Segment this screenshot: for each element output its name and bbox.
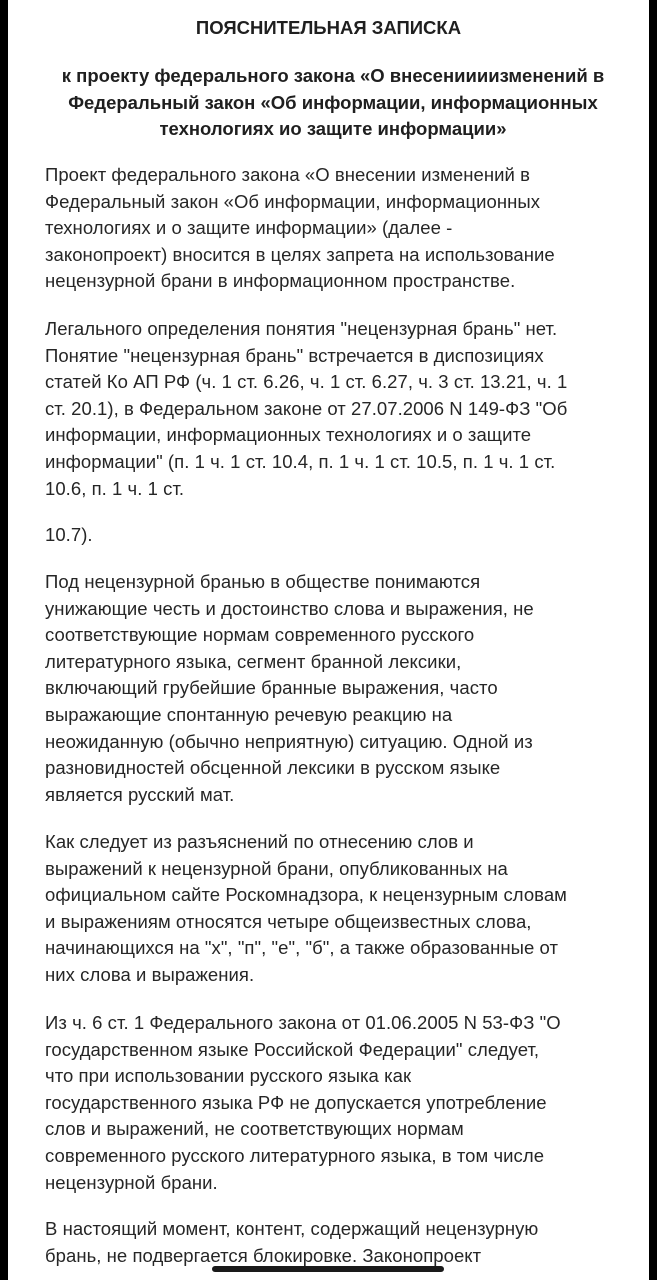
paragraph-roskomnadzor bbox=[45, 829, 649, 989]
paragraph-line: Легального определения понятия "нецензурная брань" нет. bbox=[45, 318, 558, 339]
paragraph-line: разновидностей обсценной лексики в русском языке bbox=[45, 757, 501, 779]
subtitle-line: к проекту федерального закона «О внесениииизменений в bbox=[61, 65, 605, 86]
paragraph-line: 10.7). bbox=[45, 524, 93, 545]
paragraph-line: Федеральный закон «Об информации, информационных bbox=[45, 190, 541, 212]
paragraph-line: статей Ко АП РФ (ч. 1 ст. 6.26, ч. 1 ст. 6.27, ч. 3 ст. 13.21, ч. 1 bbox=[45, 371, 568, 393]
paragraph-line: законопроект) вносится в целях запрета на использование bbox=[45, 243, 555, 265]
paragraph-line: государственном языке Российской Федерации" следует, bbox=[45, 1038, 540, 1060]
paragraph-line: литературного языка, сегмент бранной лексики, bbox=[45, 650, 462, 672]
paragraph-line: Как следует из разъяснений по отнесению слов и bbox=[45, 831, 474, 852]
paragraph-purpose bbox=[45, 162, 649, 295]
paragraph-line: современного русского литературного языка, в том числе bbox=[45, 1144, 545, 1166]
document-heading: ПОЯСНИТЕЛЬНАЯ ЗАПИСКА bbox=[195, 17, 462, 38]
paragraph-current-state bbox=[45, 1216, 649, 1269]
home-indicator-bar[interactable] bbox=[212, 1266, 444, 1272]
paragraph-line: Из ч. 6 ст. 1 Федерального закона от 01.06.2005 N 53-ФЗ "О bbox=[45, 1012, 561, 1033]
paragraph-line: информации, информационных технологиях и о защите bbox=[45, 424, 532, 446]
paragraph-meaning bbox=[45, 569, 649, 808]
paragraph-line: неожиданную (обычно неприятную) ситуацию. Одной из bbox=[45, 730, 533, 752]
paragraph-line: что при использовании русского языка как bbox=[45, 1065, 412, 1087]
paragraph-line: ст. 20.1), в Федеральном законе от 27.07.2006 N 149-ФЗ "Об bbox=[45, 397, 568, 419]
paragraph-line: начинающихся на "х", "п", "е", "б", а также образованные от bbox=[45, 937, 558, 959]
paragraph-line: и выражениям относятся четыре общеизвестных слова, bbox=[45, 910, 532, 932]
paragraph-line: включающий грубейшие бранные выражения, часто bbox=[45, 677, 498, 699]
subtitle-line: Федеральный закон «Об информации, информационных bbox=[68, 91, 598, 113]
paragraph-line: технологиях и о защите информации» (далее - bbox=[45, 217, 453, 239]
paragraph-line: них слова и выражения. bbox=[45, 963, 255, 985]
paragraph-line: нецензурной брани в информационном пространстве. bbox=[45, 270, 516, 292]
paragraph-line: Проект федерального закона «О внесении изменений в bbox=[45, 164, 530, 185]
paragraph-state-language bbox=[45, 1010, 649, 1196]
paragraph-line: В настоящий момент, контент, содержащий нецензурную bbox=[45, 1218, 539, 1239]
paragraph-definition bbox=[45, 316, 649, 502]
subtitle-line: технологиях ио защите информации» bbox=[159, 118, 507, 139]
paragraph-line: 10.6, п. 1 ч. 1 ст. bbox=[45, 477, 185, 499]
paragraph-line: брань, не подвергается блокировке. Законопроект bbox=[45, 1244, 482, 1266]
paragraph-fragment bbox=[45, 522, 649, 549]
paragraph-line: выражающие спонтанную речевую реакцию на bbox=[45, 703, 453, 725]
document-page bbox=[8, 0, 649, 1280]
document-subtitle bbox=[38, 63, 628, 143]
paragraph-line: информации" (п. 1 ч. 1 ст. 10.4, п. 1 ч. 1 ст. 10.5, п. 1 ч. 1 ст. bbox=[45, 450, 556, 472]
paragraph-line: соответствующие нормам современного русского bbox=[45, 624, 475, 646]
paragraph-line: является русский мат. bbox=[45, 783, 235, 805]
paragraph-line: государственного языка РФ не допускается употребление bbox=[45, 1091, 547, 1113]
paragraph-line: Под нецензурной бранью в обществе понимаются bbox=[45, 571, 481, 592]
paragraph-line: слов и выражений, не соответствующих нормам bbox=[45, 1118, 464, 1140]
paragraph-line: Понятие "нецензурная брань" встречается в диспозициях bbox=[45, 344, 544, 366]
paragraph-line: официальном сайте Роскомнадзора, к нецензурным словам bbox=[45, 884, 567, 906]
paragraph-line: выражений к нецензурной брани, опубликованных на bbox=[45, 857, 508, 879]
paragraph-line: унижающие честь и достоинство слова и выражения, не bbox=[45, 597, 534, 619]
paragraph-line: нецензурной брани. bbox=[45, 1171, 218, 1193]
